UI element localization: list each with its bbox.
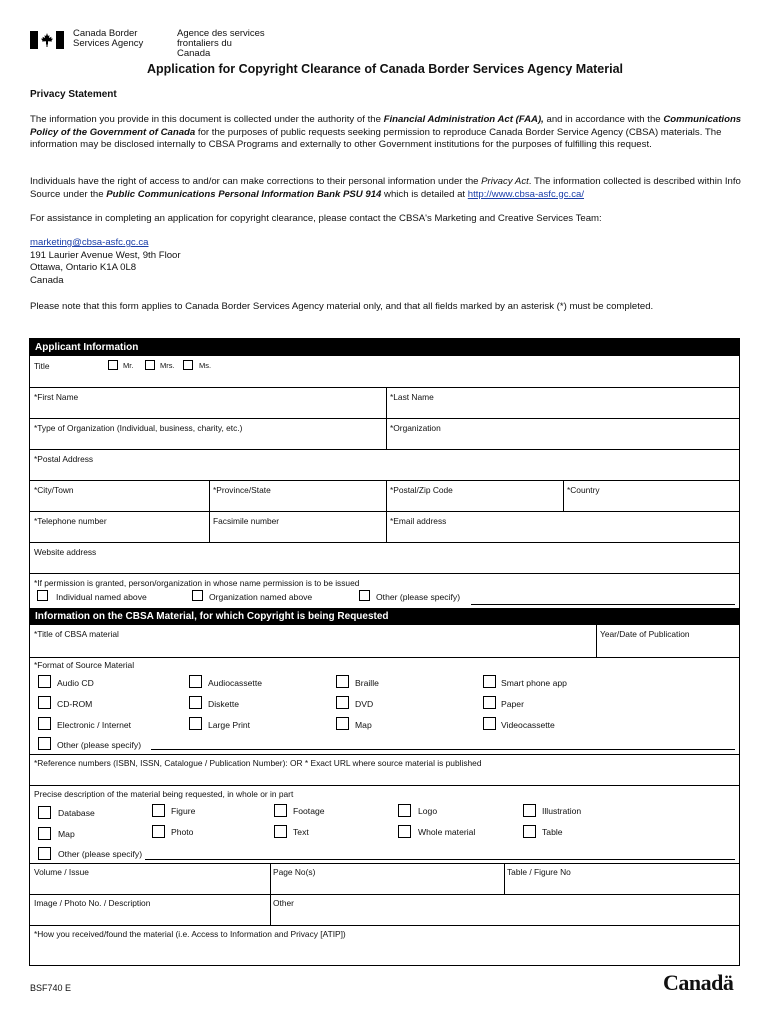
province-field[interactable]: *Province/State — [213, 485, 271, 495]
format-audio-cd-label: Audio CD — [57, 678, 94, 688]
format-braille-label: Braille — [355, 678, 379, 688]
format-smart-phone-app-label: Smart phone app — [501, 678, 567, 688]
precise-other-checkbox[interactable] — [38, 847, 51, 860]
format-cd-rom-label: CD-ROM — [57, 699, 93, 709]
precise-logo-checkbox[interactable] — [398, 804, 411, 817]
precise-map-label: Map — [58, 829, 75, 839]
permission-other-input[interactable] — [471, 604, 735, 605]
privacy-paragraph-2: Individuals have the right of access to and/or can make corrections to their personal information under the Privacy Act. The information collected is described within Info Source under the Public Communications Personal Information Bank PSU 914 which is detailed at http://www.cbsa-asfc.gc.ca/ — [30, 176, 741, 200]
title-ms-checkbox[interactable] — [183, 360, 193, 370]
how-received-field[interactable]: *How you received/found the material (i.e. Access to Information and Privacy [ATIP]) — [34, 929, 346, 939]
format-map-checkbox[interactable] — [336, 717, 349, 730]
other-field[interactable]: Other — [273, 898, 294, 908]
country-field[interactable]: *Country — [567, 485, 600, 495]
city-field[interactable]: *City/Town — [34, 485, 74, 495]
precise-database-label: Database — [58, 808, 95, 818]
department-name-en: Canada Border Services Agency — [73, 28, 144, 49]
format-large-print-label: Large Print — [208, 720, 251, 730]
format-other-input[interactable] — [151, 749, 735, 750]
permission-individual-label: Individual named above — [56, 592, 147, 602]
website-field[interactable]: Website address — [34, 547, 97, 557]
page-title: Application for Copyright Clearance of Canada Border Services Agency Material — [146, 62, 624, 76]
precise-illustration-checkbox[interactable] — [523, 804, 536, 817]
email-field[interactable]: *Email address — [390, 516, 447, 526]
format-dvd-checkbox[interactable] — [336, 696, 349, 709]
precise-other-label: Other (please specify) — [58, 849, 143, 859]
precise-footage-label: Footage — [293, 806, 325, 816]
precise-figure-label: Figure — [171, 806, 196, 816]
privacy-paragraph-3: For assistance in completing an application for copyright clearance, please contact the CBSA's Marketing and Creative Services Team: — [30, 213, 602, 224]
precise-photo-checkbox[interactable] — [152, 825, 165, 838]
info-source-link[interactable]: http://www.cbsa-asfc.gc.ca/ — [467, 188, 585, 200]
precise-database-checkbox[interactable] — [38, 806, 51, 819]
format-audiocassette-label: Audiocassette — [208, 678, 262, 688]
telephone-field[interactable]: *Telephone number — [34, 516, 107, 526]
precise-figure-checkbox[interactable] — [152, 804, 165, 817]
organization-field[interactable]: *Organization — [390, 423, 441, 433]
canada-wordmark: Canadä — [663, 970, 734, 995]
title-mrs-checkbox[interactable] — [145, 360, 155, 370]
format-other-label: Other (please specify) — [57, 740, 142, 750]
format-cd-rom-checkbox[interactable] — [38, 696, 51, 709]
privacy-heading: Privacy Statement — [30, 89, 117, 100]
permission-label: *If permission is granted, person/organization in whose name permission is to be issued — [34, 578, 360, 588]
permission-organization-label: Organization named above — [209, 592, 313, 602]
title-ms-label: Ms. — [199, 361, 212, 370]
contact-email-link[interactable]: marketing@cbsa-asfc.gc.ca — [30, 237, 149, 248]
material-section-heading: Information on the CBSA Material, for which Copyright is being Requested — [30, 608, 739, 625]
image-description-field[interactable]: Image / Photo No. / Description — [34, 898, 151, 908]
permission-organization-checkbox[interactable] — [192, 590, 203, 601]
permission-individual-checkbox[interactable] — [37, 590, 48, 601]
material-title-field[interactable]: *Title of CBSA material — [34, 629, 119, 639]
format-paper-checkbox[interactable] — [483, 696, 496, 709]
format-videocassette-checkbox[interactable] — [483, 717, 496, 730]
title-mrs-label: Mrs. — [160, 361, 175, 370]
application-form — [29, 338, 740, 966]
department-name-fr: Agence des services frontaliers du Canada — [177, 28, 265, 59]
precise-description-label: Precise description of the material being requested, in whole or in part — [34, 789, 294, 799]
format-electronic-checkbox[interactable] — [38, 717, 51, 730]
format-paper-label: Paper — [501, 699, 524, 709]
precise-whole-material-label: Whole material — [418, 827, 476, 837]
applicant-section-heading: Applicant Information — [30, 339, 739, 356]
format-smart-phone-app-checkbox[interactable] — [483, 675, 496, 688]
last-name-field[interactable]: *Last Name — [390, 392, 434, 402]
canada-flag-icon — [30, 31, 64, 49]
format-map-label: Map — [355, 720, 372, 730]
permission-other-checkbox[interactable] — [359, 590, 370, 601]
format-label: *Format of Source Material — [34, 660, 135, 670]
contact-address: marketing@cbsa-asfc.gc.ca 191 Laurier Avenue West, 9th Floor Ottawa, Ontario K1A 0L8 Canada — [30, 237, 181, 286]
format-audio-cd-checkbox[interactable] — [38, 675, 51, 688]
organization-type-field[interactable]: *Type of Organization (Individual, business, charity, etc.) — [34, 423, 243, 433]
postal-address-field[interactable]: *Postal Address — [34, 454, 94, 464]
format-diskette-label: Diskette — [208, 699, 240, 709]
title-label: Title — [34, 361, 50, 371]
publication-year-field[interactable]: Year/Date of Publication — [600, 629, 690, 639]
format-dvd-label: DVD — [355, 699, 374, 709]
format-diskette-checkbox[interactable] — [189, 696, 202, 709]
title-mr-checkbox[interactable] — [108, 360, 118, 370]
format-braille-checkbox[interactable] — [336, 675, 349, 688]
precise-logo-label: Logo — [418, 806, 438, 816]
format-electronic-label: Electronic / Internet — [57, 720, 132, 730]
precise-illustration-label: Illustration — [542, 806, 582, 816]
precise-text-label: Text — [293, 827, 309, 837]
precise-table-checkbox[interactable] — [523, 825, 536, 838]
precise-map-checkbox[interactable] — [38, 827, 51, 840]
precise-photo-label: Photo — [171, 827, 194, 837]
header — [30, 28, 265, 59]
volume-issue-field[interactable]: Volume / Issue — [34, 867, 89, 877]
facsimile-field[interactable]: Facsimile number — [213, 516, 280, 526]
precise-whole-material-checkbox[interactable] — [398, 825, 411, 838]
precise-footage-checkbox[interactable] — [274, 804, 287, 817]
mandatory-note: Please note that this form applies to Canada Border Services Agency material only, and that all fields marked by an asterisk (*) must be completed. — [30, 301, 654, 312]
format-videocassette-label: Videocassette — [501, 720, 555, 730]
format-audiocassette-checkbox[interactable] — [189, 675, 202, 688]
first-name-field[interactable]: *First Name — [34, 392, 79, 402]
title-mr-label: Mr. — [123, 361, 134, 370]
precise-other-input[interactable] — [145, 859, 735, 860]
form-code: BSF740 E — [30, 983, 72, 993]
table-figure-field[interactable]: Table / Figure No — [507, 867, 571, 877]
permission-other-label: Other (please specify) — [376, 592, 461, 602]
page-numbers-field[interactable]: Page No(s) — [273, 867, 316, 877]
format-other-checkbox[interactable] — [38, 737, 51, 750]
precise-table-label: Table — [542, 827, 563, 837]
precise-text-checkbox[interactable] — [274, 825, 287, 838]
privacy-paragraph-1: The information you provide in this document is collected under the authority of the Financial Administration Act (FAA), and in accordance with the Communications Policy of the Government of Canada for the purposes of public requests seeking permission to reproduce Canada Border Service Agency (CBSA) materials. The information may be disclosed internally to CBSA Programs and externally to other Government institutions for the purposes of fulfilling this request. — [30, 114, 742, 151]
reference-numbers-field[interactable]: *Reference numbers (ISBN, ISSN, Catalogue / Publication Number): OR * Exact URL where source material is published — [34, 758, 482, 768]
postal-code-field[interactable]: *Postal/Zip Code — [390, 485, 453, 495]
format-large-print-checkbox[interactable] — [189, 717, 202, 730]
